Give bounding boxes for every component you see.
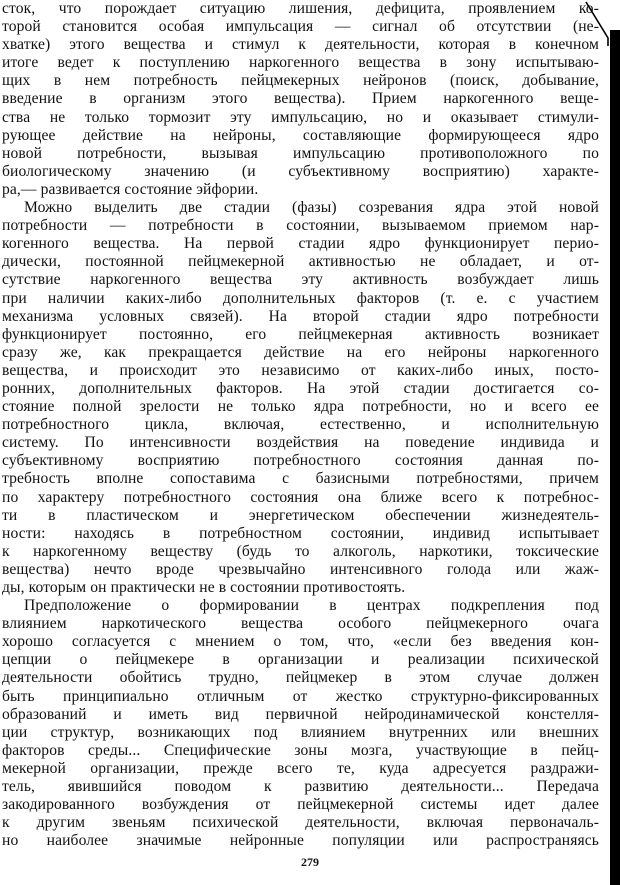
text-line: хорошо согласуется с мнением о том, что, «если без введения кон- <box>2 633 599 651</box>
text-line: ции структур, возникающих под влиянием внутренних или внешних <box>2 723 599 741</box>
text-line: введение в организм этого вещества). Прием наркогенного веще- <box>2 90 599 108</box>
text-line: сток, что порождает ситуацию лишения, дефицита, проявлением ко- <box>2 0 599 17</box>
text-line: Предположение о формировании в центрах подкрепления под <box>24 597 599 615</box>
text-line: биологическому значению (и субъективному восприятию) характе- <box>2 162 599 180</box>
text-line: но наиболее значимые нейронные популяции или распространяясь <box>2 832 599 850</box>
text-line: ра,— развивается состояние эйфории. <box>2 180 259 198</box>
text-line: цепции о пейцмекере в организации и реализации психической <box>2 651 599 669</box>
text-line: систему. По интенсивности воздействия на поведение индивида и <box>2 434 599 452</box>
text-line: рующее действие на нейроны, составляющие формирующееся ядро <box>2 126 599 144</box>
text-line: вещества) нечто вроде чрезвычайно интенсивного голода или жаж- <box>2 560 599 578</box>
text-line: быть принципиально отличным от жестко структурно-фиксированных <box>2 687 599 705</box>
text-line: ства не только тормозит эту импульсацию, но и оказывает стимули- <box>2 108 599 126</box>
text-line: потребностного цикла, включая, естественно, и исполнительную <box>2 416 599 434</box>
text-line: деятельности обойтись трудно, пейцмекер в этом случае должен <box>2 669 599 687</box>
text-line: механизма условных связей). На второй стадии ядро потребности <box>2 307 599 325</box>
text-line: при наличии каких-либо дополнительных факторов (т. е. с участием <box>2 289 599 307</box>
text-line: ти в пластическом и энергетическом обеспечении жизнедеятель- <box>2 506 599 524</box>
text-line: тель, явившийся поводом к развитию деятельности... Передача <box>2 778 599 796</box>
text-line: хватке) этого вещества и стимул к деятельности, которая в конечном <box>2 36 599 54</box>
text-line: вещества, и происходит это независимо от каких-либо иных, посто- <box>2 361 599 379</box>
text-line: Можно выделить две стадии (фазы) созревания ядра этой новой <box>24 199 599 217</box>
text-line: к другим звеньям психической деятельности, включая первоначаль- <box>2 814 599 832</box>
text-line: новой потребности, вызывая импульсацию противоположного по <box>2 144 599 162</box>
page-number: 279 <box>301 855 319 869</box>
text-line: к наркогенному веществу (будь то алкоголь, наркотики, токсические <box>2 542 599 560</box>
text-line: щих в нем потребность пейцмекерных нейронов (поиск, добывание, <box>2 72 599 90</box>
text-line: сутствие наркогенного вещества эту активность возбуждает лишь <box>2 271 599 289</box>
text-line: образований и иметь вид первичной нейродинамической констелля- <box>2 705 599 723</box>
text-line: дически, постоянной пейцмекерной активностью не обладает, и от- <box>2 253 599 271</box>
text-line: влиянием наркотического вещества особого пейцмекерного очага <box>2 615 599 633</box>
text-line: ды, которым он практически не в состоянии противостоять. <box>2 579 406 596</box>
text-line: факторов среды... Специфические зоны мозга, участвующие в пейц- <box>2 741 599 759</box>
text-line: мекерной организации, прежде всего те, куда адресуется раздражи- <box>2 759 599 777</box>
text-line: итоге ведет к поступлению наркогенного вещества в зону испытываю- <box>2 54 599 72</box>
text-line: когенного вещества. На первой стадии ядро функционирует перио- <box>2 235 599 253</box>
text-line: требность вполне сопоставима с базисными потребностями, причем <box>2 470 599 488</box>
text-line: торой становится особая импульсация — сигнал об отсутствии (не- <box>2 18 599 36</box>
text-line: закодированного возбуждения от пейцмекерной системы идет далее <box>2 796 599 814</box>
text-line: потребности — потребности в состоянии, вызываемом приемом нар- <box>2 217 599 235</box>
text-line: сразу же, как прекращается действие на его нейроны наркогенного <box>2 343 599 361</box>
corner-stroke-mark <box>584 0 610 46</box>
text-line: субъективному восприятию потребностного состояния данная по- <box>2 452 599 470</box>
binding-edge <box>610 30 620 885</box>
text-line: по характеру потребностного состояния она ближе всего к потребнос- <box>2 488 599 506</box>
text-line: ронних, дополнительных факторов. На этой стадии достигается со- <box>2 379 599 397</box>
body-text <box>2 0 599 850</box>
text-line: ности: находясь в потребностном состоянии, индивид испытывает <box>2 524 599 542</box>
text-line: функционирует постоянно, его пейцмекерная активность возникает <box>2 325 599 343</box>
text-line: стояние полной зрелости не только ядра потребности, но и всего ее <box>2 398 599 416</box>
